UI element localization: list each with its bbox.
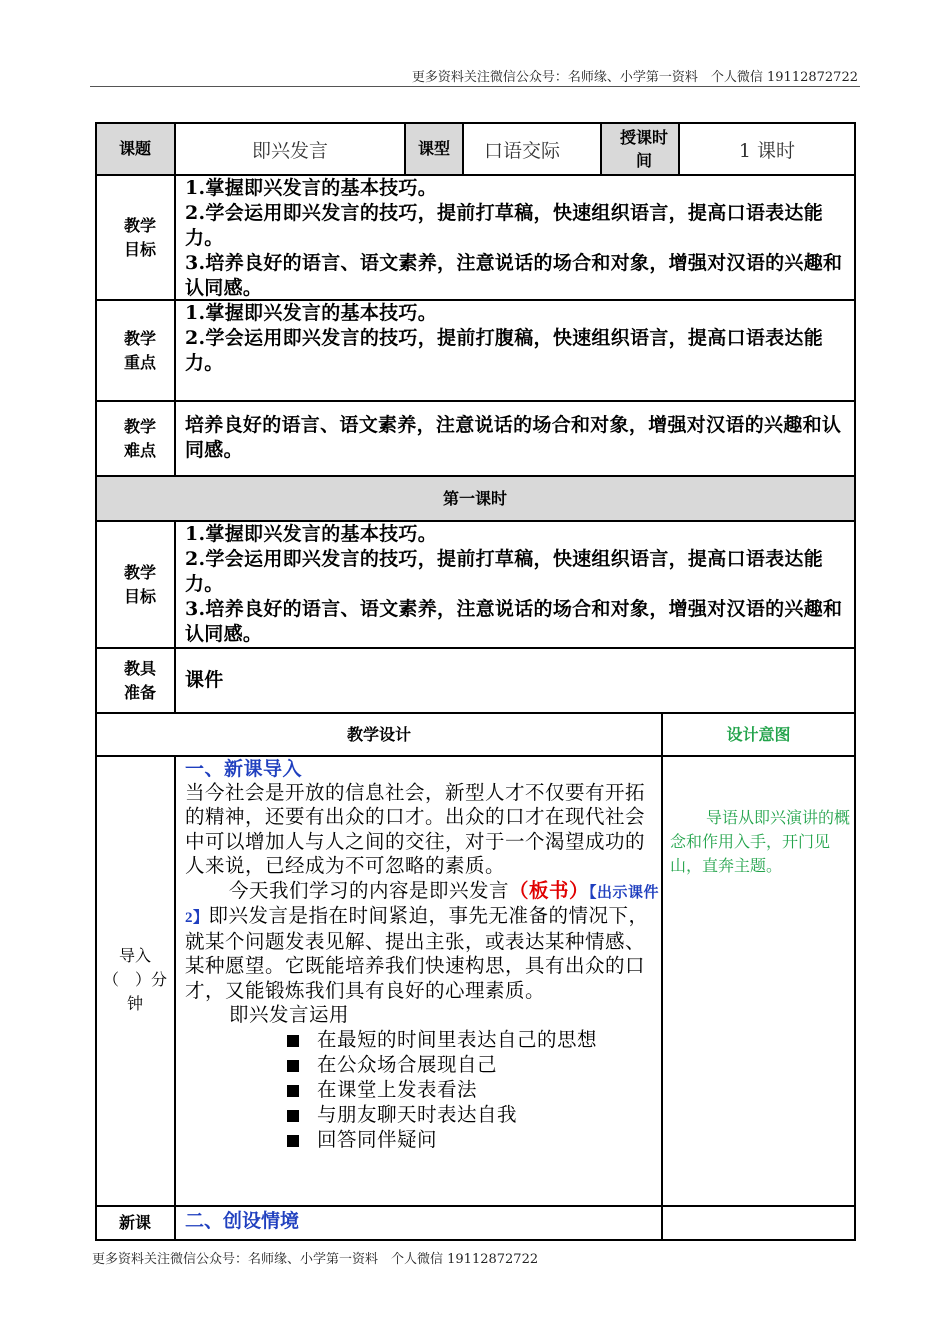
key-point-line-2: 2.学会运用即兴发言的技巧，提前打腹稿，快速组织语言，提高口语表达能力。	[185, 327, 824, 374]
objective-line-3: 3.培养良好的语言、语文素养，注意说话的场合和对象，增强对汉语的兴趣和认同感。	[185, 252, 843, 299]
usage-item-text: 在公众场合展现自己	[317, 1054, 498, 1076]
design-header-left: 教学设计	[346, 724, 411, 744]
type-value: 口语交际	[484, 139, 561, 162]
lesson-objectives-list	[185, 522, 855, 647]
slide-note: 【出示课件2】	[185, 884, 660, 926]
objectives-label: 教学目标	[123, 216, 156, 259]
square-bullet-icon	[287, 1035, 299, 1047]
intro-intent: 导语从即兴演讲的概念和作用入手，开门见山，直奔主题。	[670, 808, 851, 875]
header-divider	[90, 86, 860, 87]
difficulties-label: 教学难点	[123, 417, 156, 460]
header-note: 更多资料关注微信公众号：名师缘、小学第一资料 个人微信 19112872722	[411, 70, 858, 85]
key-points-label: 教学重点	[123, 329, 156, 372]
type-label: 课型	[417, 139, 450, 158]
topic-value: 即兴发言	[251, 139, 328, 162]
intro-label-line-3: 钟	[126, 994, 143, 1013]
key-point-line-1: 1.掌握即兴发言的基本技巧。	[185, 302, 438, 324]
usage-item	[287, 1129, 661, 1154]
usage-item-text: 与朋友聊天时表达自我	[317, 1104, 518, 1126]
usage-item-text: 在课堂上发表看法	[317, 1079, 478, 1101]
intro-label-line-2: （ ）分	[102, 970, 167, 989]
materials-value: 课件	[185, 669, 224, 691]
usage-item-text: 回答同伴疑问	[317, 1129, 438, 1151]
design-header-right: 设计意图	[726, 724, 791, 744]
difficulties-text: 培养良好的语言、语文素养，注意说话的场合和对象，增强对汉语的兴趣和认同感。	[185, 414, 842, 461]
intro-label-line-1: 导入	[118, 946, 151, 965]
topic-label: 课题	[118, 139, 151, 158]
lesson-objective-line-3: 3.培养良好的语言、语文素养，注意说话的场合和对象，增强对汉语的兴趣和认同感。	[185, 598, 843, 645]
usage-list	[185, 1029, 661, 1154]
square-bullet-icon	[287, 1060, 299, 1072]
usage-item	[287, 1104, 661, 1129]
time-value: 1 课时	[738, 139, 796, 162]
square-bullet-icon	[287, 1085, 299, 1097]
objective-line-1: 1.掌握即兴发言的基本技巧。	[185, 177, 438, 199]
intro-paragraph-2-rest: 即兴发言是指在时间紧迫，事先无准备的情况下，就某个问题发表见解、提出主张，或表达某种情感、某种愿望。它既能培养我们快速构思，具有出众的口才，又能锻炼我们具有良好的心理素质。	[185, 906, 649, 1002]
footer-note: 更多资料关注微信公众号：名师缘、小学第一资料 个人微信 19112872722	[92, 1252, 539, 1267]
usage-item	[287, 1029, 661, 1054]
usage-item	[287, 1054, 661, 1079]
intro-paragraph-1: 当今社会是开放的信息社会，新型人才不仅要有开拓的精神，还要有出众的口才。出众的口才在现代社会中可以增加人与人之间的交往，对于一个渴望成功的人来说，已经成为不可忽略的素质。	[185, 782, 646, 877]
lesson-header: 第一课时	[442, 488, 507, 508]
materials-label: 教具准备	[123, 659, 156, 702]
intro-label	[96, 940, 174, 1020]
lesson-objective-line-1: 1.掌握即兴发言的基本技巧。	[185, 523, 438, 545]
board-note: （板书）	[509, 880, 590, 902]
intro-content	[185, 757, 661, 1154]
new-lesson-heading: 二、创设情境	[185, 1210, 300, 1232]
square-bullet-icon	[287, 1110, 299, 1122]
key-points-list	[185, 301, 855, 376]
usage-item	[287, 1079, 661, 1104]
time-label: 授课时间	[619, 128, 668, 170]
lesson-objective-line-2: 2.学会运用即兴发言的技巧，提前打草稿，快速组织语言，提高口语表达能力。	[185, 548, 824, 595]
intro-paragraph-2-start: 今天我们学习的内容是即兴发言	[229, 880, 510, 902]
objectives-list	[185, 176, 855, 301]
usage-item-text: 在最短的时间里表达自己的思想	[317, 1029, 598, 1051]
square-bullet-icon	[287, 1135, 299, 1147]
new-lesson-label: 新课	[118, 1213, 151, 1232]
intro-paragraph-2	[185, 880, 661, 1005]
lesson-objectives-label: 教学目标	[123, 563, 156, 606]
usage-title: 即兴发言运用	[229, 1005, 350, 1026]
intro-heading: 一、新课导入	[185, 758, 303, 780]
objective-line-2: 2.学会运用即兴发言的技巧，提前打草稿，快速组织语言，提高口语表达能力。	[185, 202, 824, 249]
